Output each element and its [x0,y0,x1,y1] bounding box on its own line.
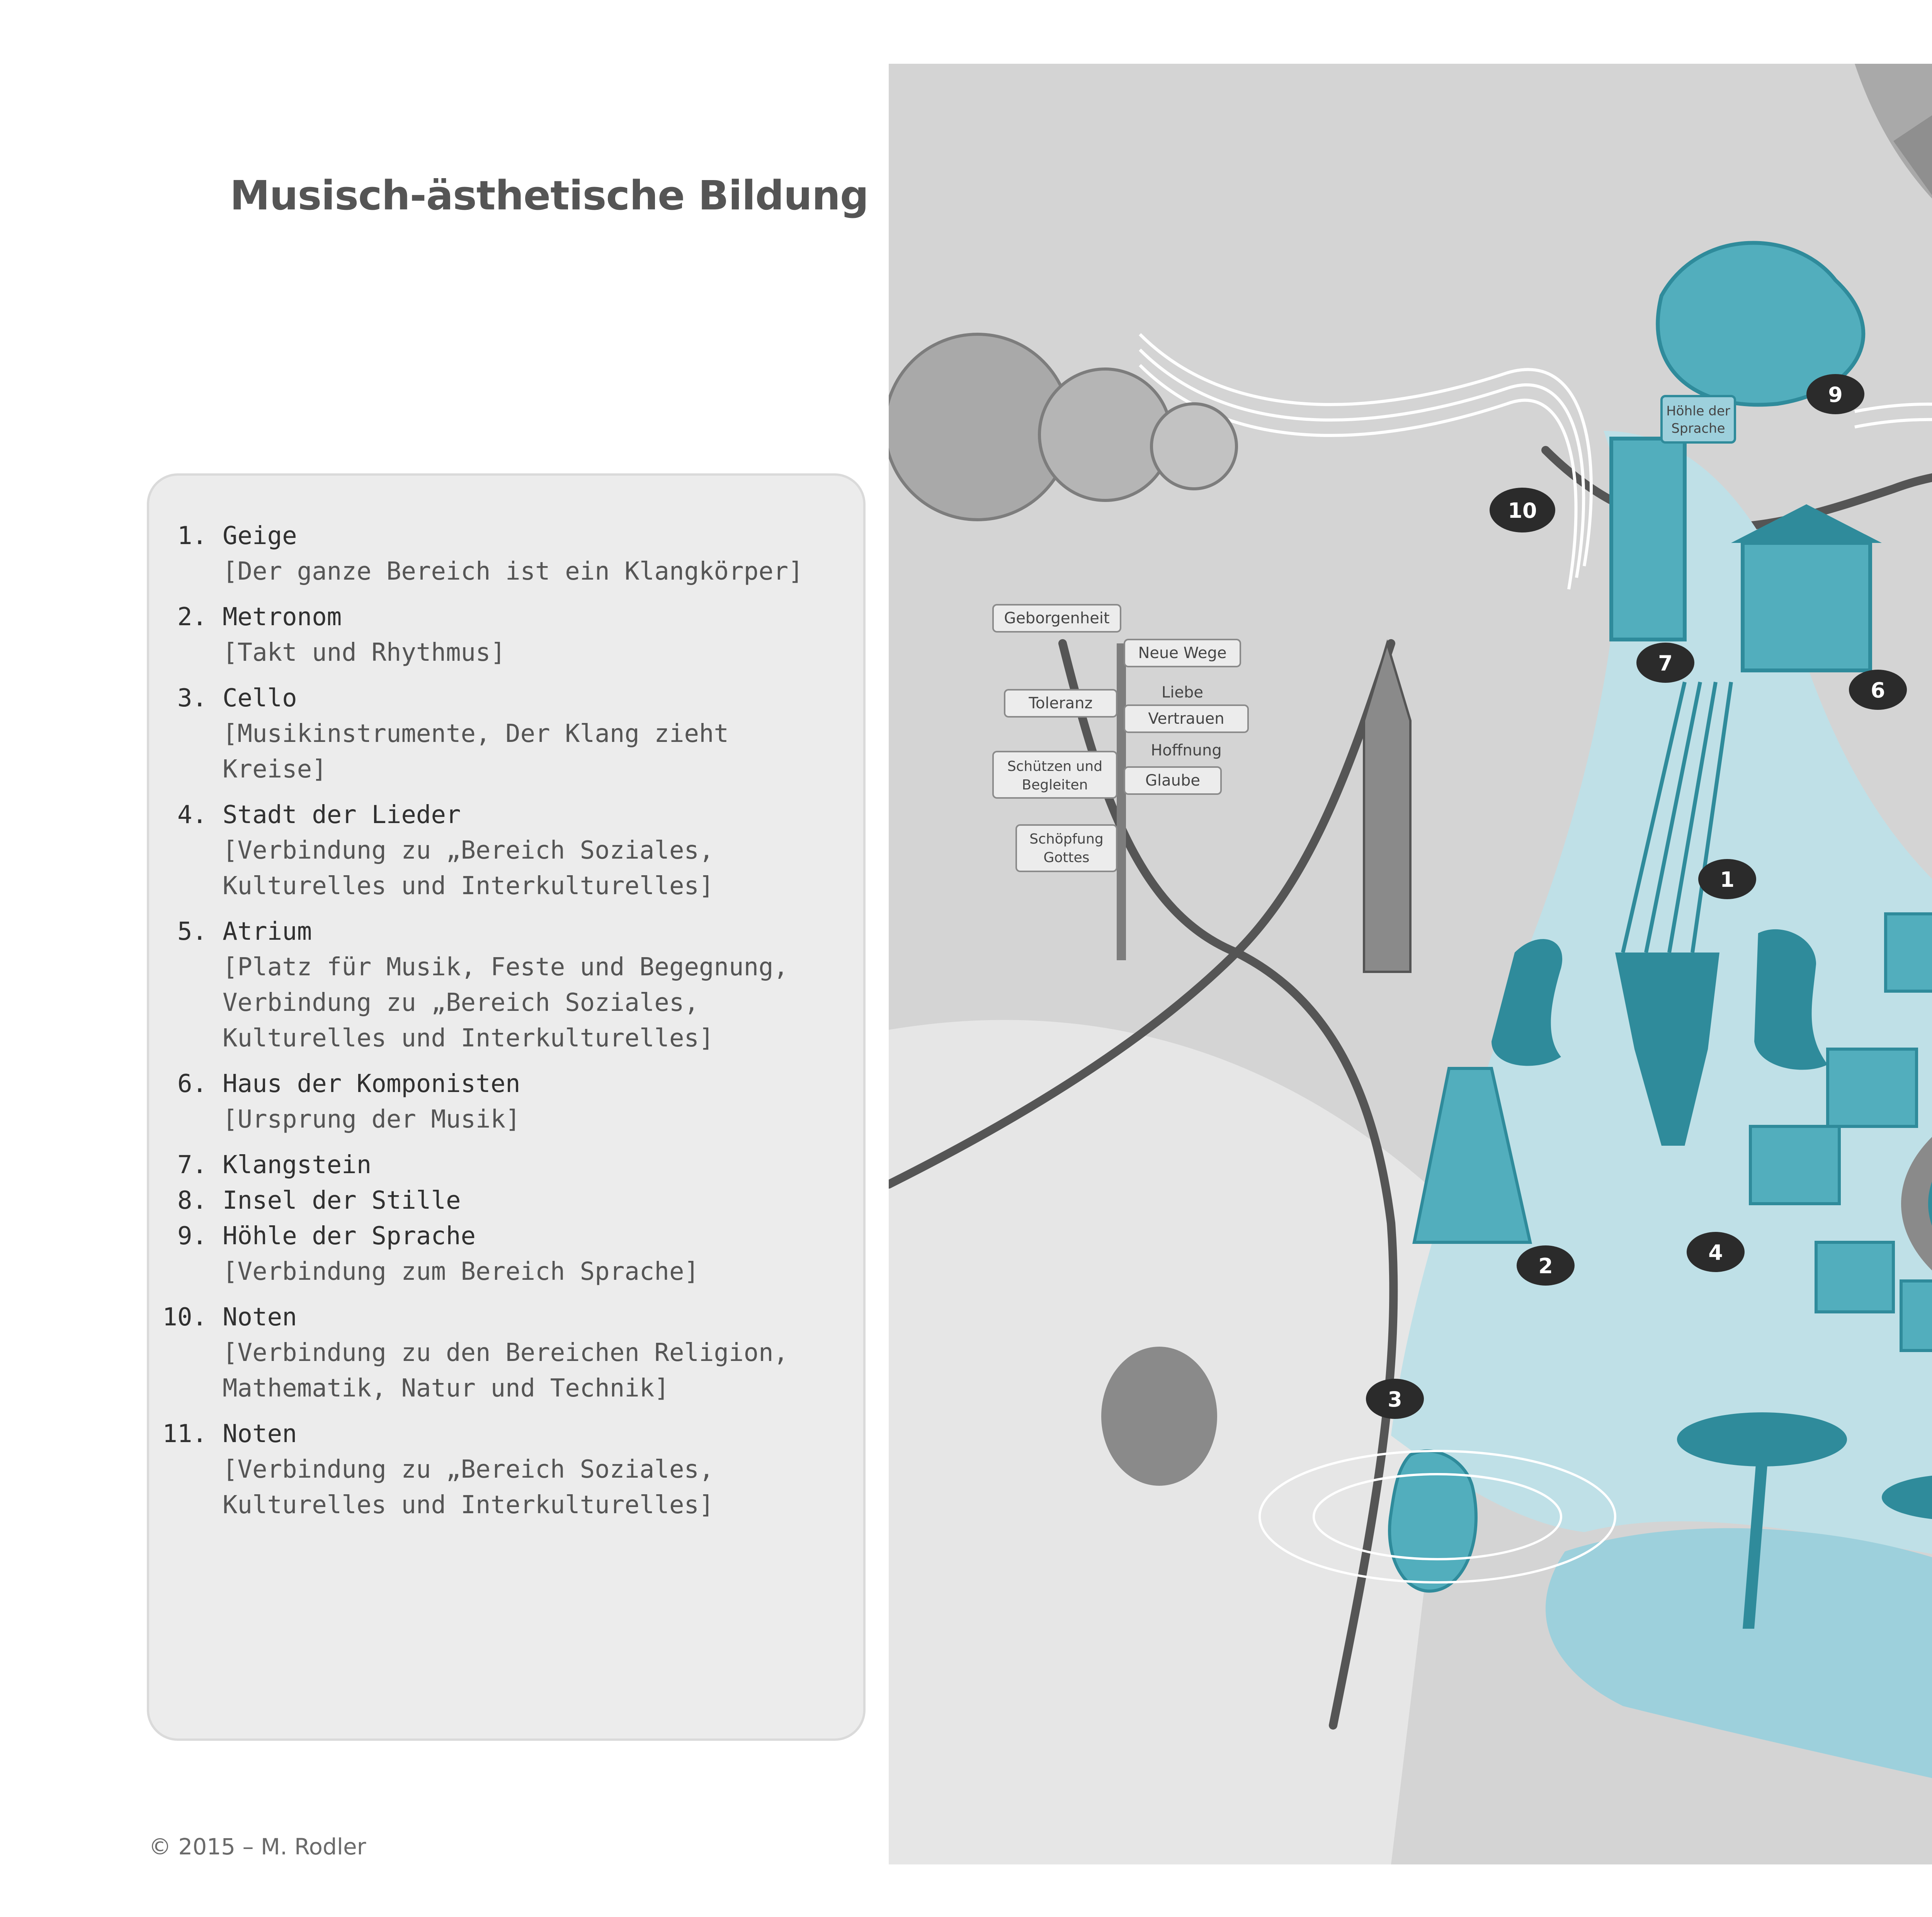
copyright-notice: © 2015 – M. Rodler [149,1834,366,1860]
legend-item-number: 9. [177,1222,207,1250]
legend-item-description: [Ursprung der Musik] [223,1105,520,1134]
sign-neue-wege: Neue Wege [1138,644,1227,662]
marker-1-label: 1 [1720,867,1735,892]
legend-item-name: Höhle der Sprache [223,1222,476,1250]
legend-item [149,1147,863,1183]
sign-toleranz: Toleranz [1029,694,1093,712]
sign-hoffnung: Hoffnung [1151,742,1222,759]
cello [1389,1451,1476,1591]
buddha-figure [1101,1347,1217,1486]
legend-item-description: [Verbindung zum Bereich Sprache] [223,1257,699,1286]
marker-4-label: 4 [1708,1240,1723,1265]
legend-item-number: 2. [177,603,207,631]
legend-item-description: [Musikinstrumente, Der Klang zieht Kreise] [223,720,729,784]
legend-item [149,914,863,1056]
legend-item [149,518,863,589]
legend-item-number: 6. [177,1070,207,1098]
legend-item-name: Noten [223,1303,297,1332]
legend-item [149,797,863,904]
legend-item-name: Klangstein [223,1151,372,1179]
legend-item-description: [Verbindung zu „Bereich Soziales, Kulturelles und Interkulturelles] [223,836,714,900]
marker-7 [1636,643,1694,683]
marker-1 [1698,859,1756,899]
legend-item-description: [Verbindung zu „Bereich Soziales, Kulturelles und Interkulturelles] [223,1455,714,1519]
sign-schoepfung: Schöpfung [1029,831,1104,847]
legend-item-number: 3. [177,684,207,713]
legend-item [149,1183,863,1218]
marker-10-label: 10 [1508,498,1537,523]
marker-10 [1490,488,1555,532]
legend-item-number: 8. [177,1186,207,1215]
marker-3-label: 3 [1388,1387,1402,1412]
marker-6 [1849,670,1907,710]
marker-6-label: 6 [1871,678,1885,703]
legend-item [149,1218,863,1289]
marker-4 [1687,1232,1745,1272]
legend-item [149,1300,863,1406]
sound-stone [1611,439,1685,640]
cave-sign-line2: Sprache [1671,421,1725,436]
sphere-small [1151,404,1236,489]
legend-item-name: Geige [223,522,297,550]
legend-item-description: [Platz für Musik, Feste und Begegnung, Verbindung zu „Bereich Soziales, Kulturelles und Interkulturelles] [223,953,789,1053]
page-title: Musisch-ästhetische Bildung [230,172,869,219]
marker-7-label: 7 [1658,651,1673,675]
legend-item-number: 1. [177,522,207,550]
legend-item-number: 7. [177,1151,207,1179]
marker-9 [1806,374,1864,414]
legend-item-number: 11. [162,1420,207,1448]
legend-item-description: [Takt und Rhythmus] [223,638,506,667]
sign-vertrauen: Vertrauen [1148,710,1225,728]
legend-item [149,1416,863,1523]
marker-2-label: 2 [1538,1254,1553,1278]
legend-item [149,599,863,670]
sign-schuetzen: Schützen und [1007,759,1103,774]
legend-item-name: Metronom [223,603,342,631]
legend-item [149,680,863,787]
legend-item-name: Insel der Stille [223,1186,461,1215]
legend-item-description: [Verbindung zu den Bereichen Religion, Mathematik, Natur und Technik] [223,1339,789,1403]
legend-item-number: 4. [177,801,207,829]
sign-glaube: Glaube [1145,772,1200,789]
legend-item-name: Stadt der Lieder [223,801,461,829]
marker-3 [1366,1379,1424,1419]
legend-item-number: 10. [162,1303,207,1332]
legend-item-number: 5. [177,917,207,946]
legend-item-name: Haus der Komponisten [223,1070,520,1098]
legend-item-name: Cello [223,684,297,713]
signpost-pole [1117,643,1126,960]
map-canvas [889,64,1932,1864]
marker-9-label: 9 [1828,383,1843,407]
sign-gottes: Gottes [1043,850,1090,866]
legend-list [149,518,863,1533]
marker-2 [1517,1245,1575,1286]
legend-item [149,1066,863,1137]
sign-begleiten: Begleiten [1022,777,1088,793]
cave-sign-line1: Höhle der [1666,403,1730,419]
sign-geborgenheit: Geborgenheit [1004,609,1110,627]
sign-liebe: Liebe [1161,684,1204,701]
sphere-medium [1039,369,1171,500]
legend-item-name: Atrium [223,917,312,946]
illustrated-map [889,64,1932,1864]
legend-item-name: Noten [223,1420,297,1448]
legend-panel [147,473,866,1741]
legend-item-description: [Der ganze Bereich ist ein Klangkörper] [223,557,803,586]
